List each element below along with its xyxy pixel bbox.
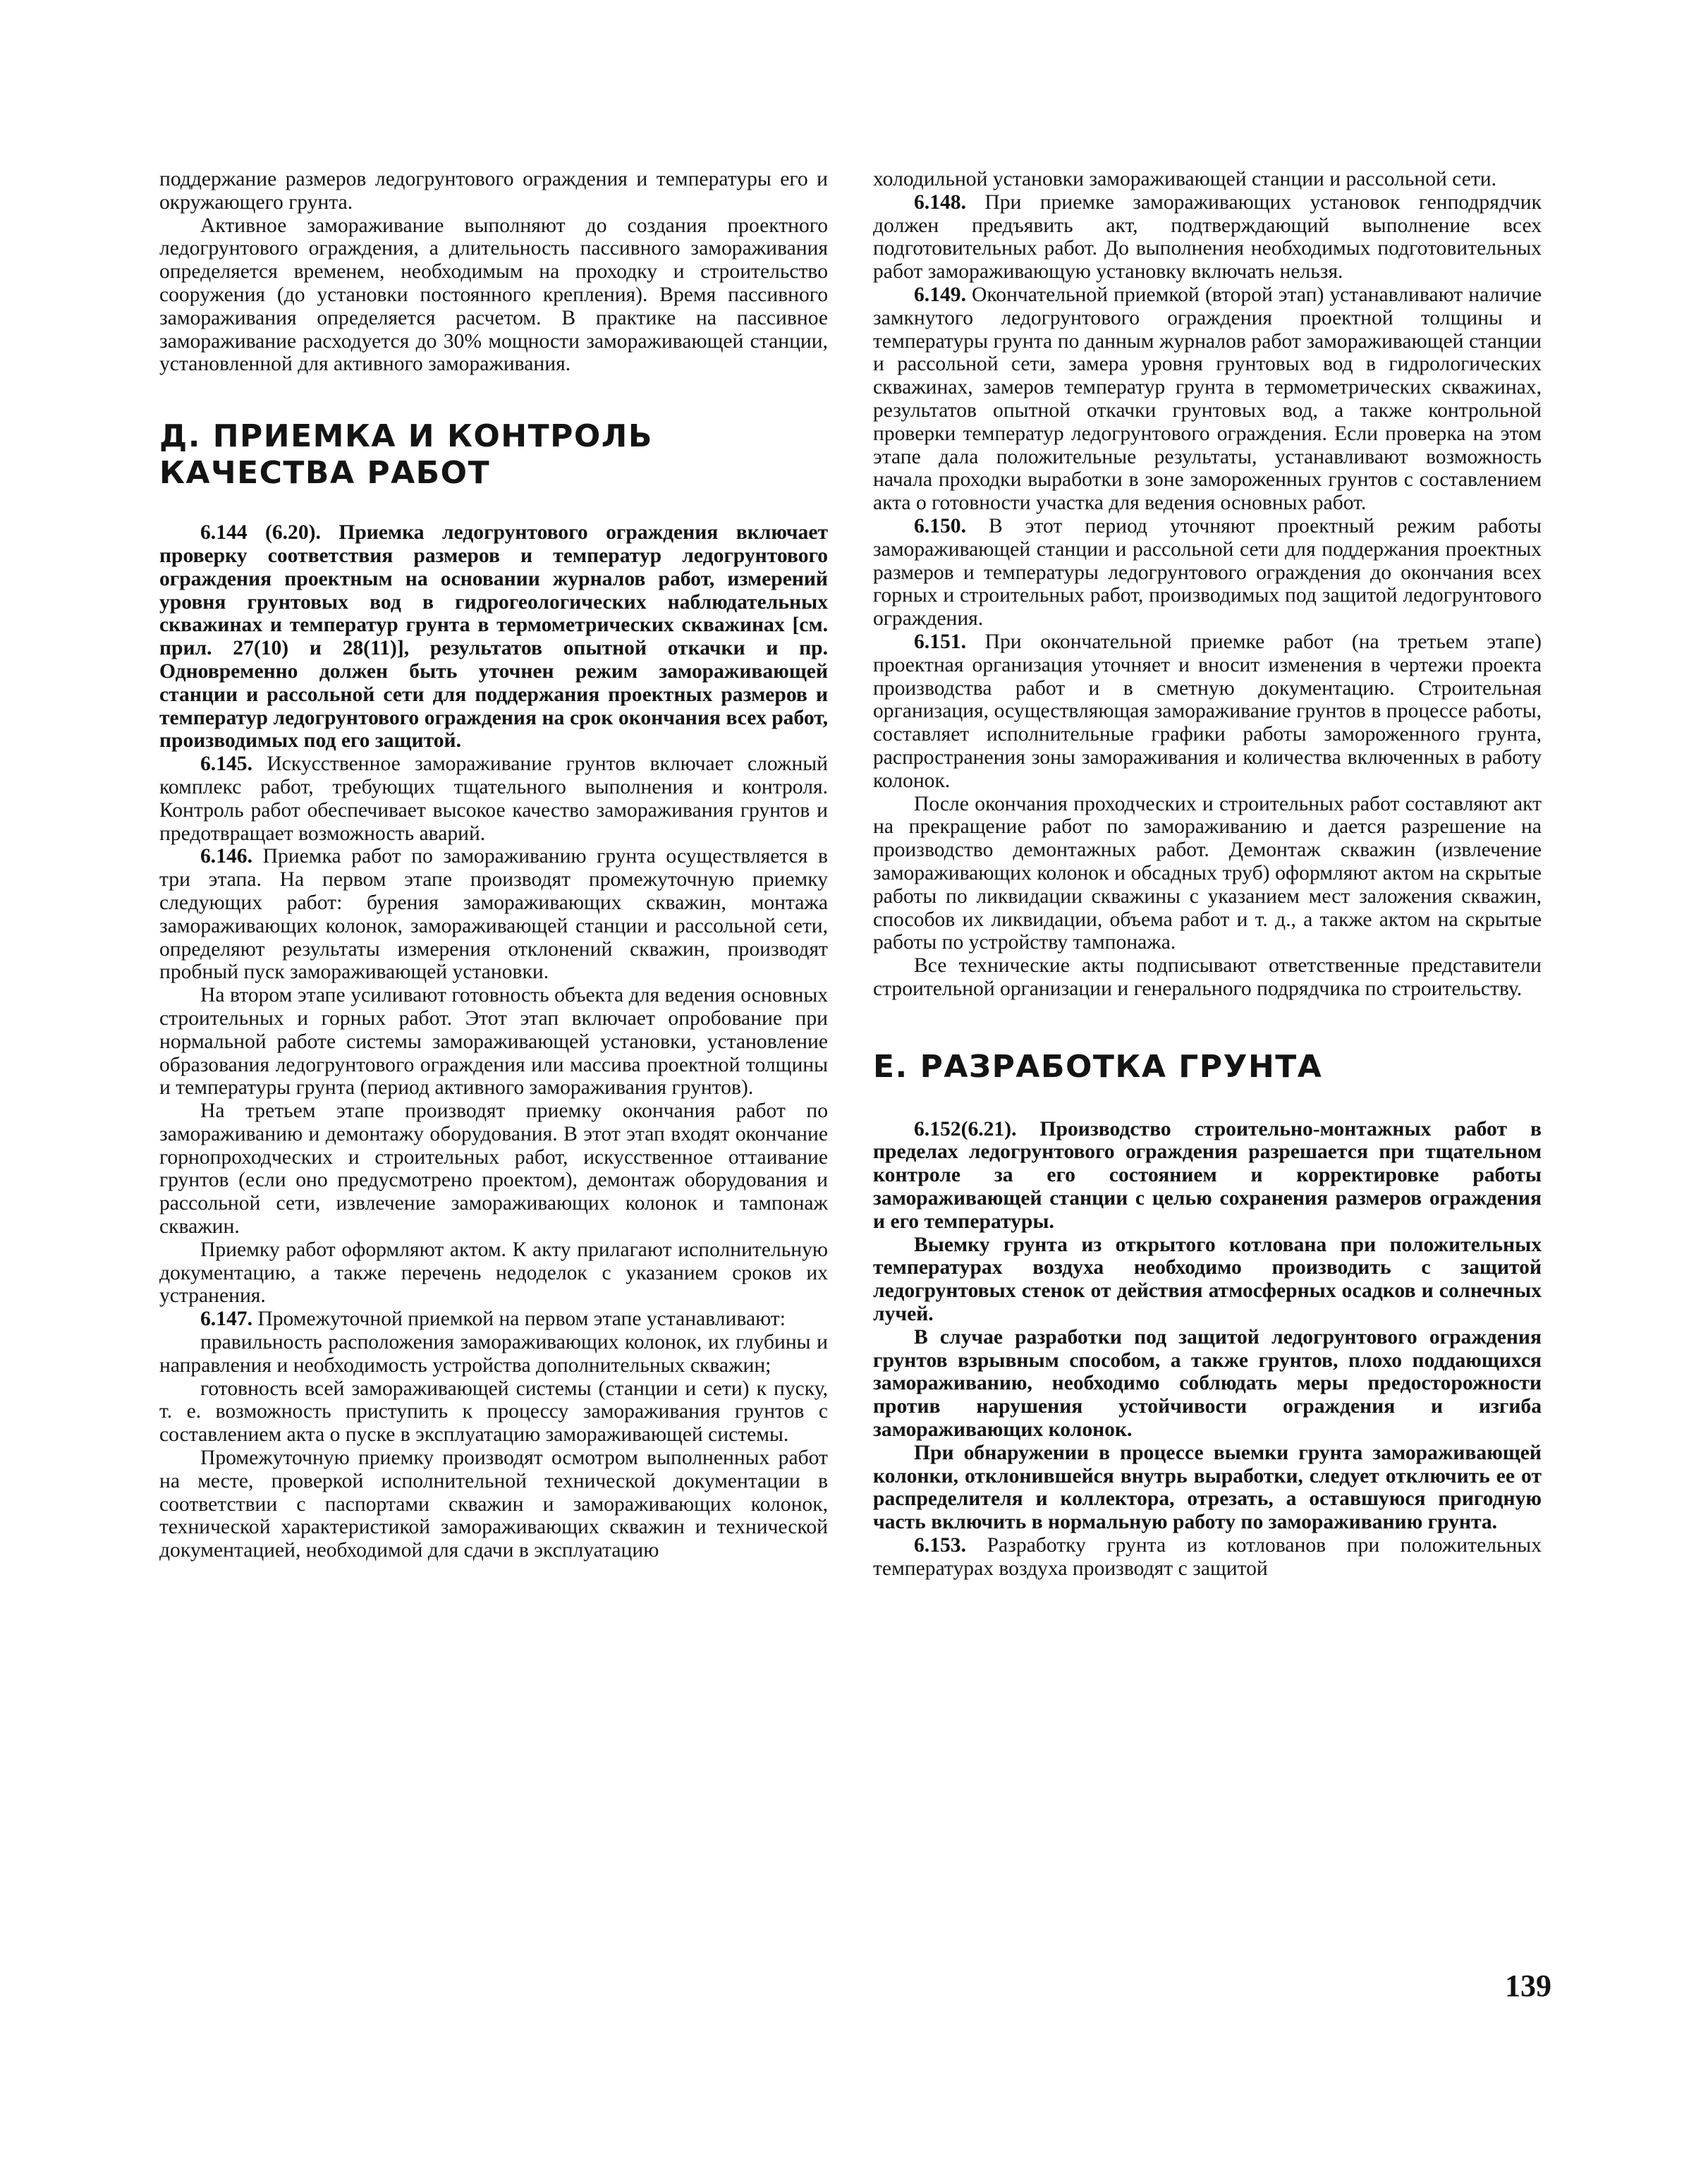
paragraph-blasting: В случае разработки под защитой ледогрунтового ограждения грунтов взрывным способом, а также грунтов, плохо поддающихся замораживанию, необходимо соблюдать меры предосторожности против нарушения устойчивости ограждения и изгиба замораживающих колонок. <box>873 1325 1542 1442</box>
clause-text: Производство строительно-монтажных работ в пределах ледогрунтового ограждения разрешается при тщательном контроле за его состоянием и корректировке работы замораживающей станции с целью сохранения размеров ограждения и его температуры. <box>873 1117 1542 1233</box>
clause-6-146 <box>159 845 828 984</box>
clause-6-153 <box>873 1534 1542 1581</box>
paragraph-continuation: холодильной установки замораживающей станции и рассольной сети. <box>873 168 1497 190</box>
clause-text: Окончательной приемкой (второй этап) устанавливают наличие замкнутого ледогрунтового ограждения проектной толщины и температуры грунта по данным журналов работ замораживающей станции и рассольной сети, замера уровня грунтовых вод в гидрологических скважинах, замеров температур грунта в термометрических скважинах, результатов опытной откачки грунтовых вод, а также контрольной проверки температур ледогрунтового ограждения. Если проверка на этом этапе дала положительные результаты, устанавливают возможность начала проходки выработки в зоне замороженных грунтов с составлением акта о готовности участка для ведения основных работ. <box>873 283 1542 515</box>
clause-text: Разработку грунта из котлованов при положительных температурах воздуха производят с защитой <box>873 1534 1542 1580</box>
clause-6-144 <box>159 521 828 753</box>
paragraph-deviated-column: При обнаружении в процессе выемки грунта замораживающей колонки, отклонившейся внутрь выработки, следует отключить ее от распределителя и коллектора, отрезать, а оставшуюся пригодную часть включить в нормальную работу по замораживанию грунта. <box>873 1441 1542 1534</box>
clause-number: 6.151. <box>914 630 966 653</box>
section-heading-e: Е. РАЗРАБОТКА ГРУНТА <box>873 1048 1323 1085</box>
clause-6-145 <box>159 753 828 845</box>
paragraph-active-freezing: Активное замораживание выполняют до создания проектного ледогрунтового ограждения, а длительность пассивного замораживания определяется временем, необходимым на проходку и строительство сооружения (до установки постоянного крепления). Время пассивного замораживания определяется расчетом. В практике на пассивное замораживание расходуется до 30% мощности замораживающей станции, установленной для активного замораживания. <box>159 214 828 376</box>
page-number: 139 <box>1505 1969 1551 2003</box>
paragraph-stage-two: На втором этапе усиливают готовность объекта для ведения основных строительных и горных работ. Этот этап включает опробование при нормальной работе системы замораживающей установки, установление образования ледогрунтового ограждения или массива проектной толщины и температуры грунта (период активного замораживания грунтов). <box>159 984 828 1100</box>
clause-6-152 <box>873 1118 1542 1234</box>
clause-text: Приемка ледогрунтового ограждения включает проверку соответствия размеров и температур ледогрунтового ограждения проектным на основании журналов работ, измерений уровня грунтовых вод в гидрогеологических наблюдательных скважинах и температур грунта в термометрических скважинах [см. прил. 27(10) и 28(11)], результатов опытной откачки и пр. Одновременно должен быть уточнен режим замораживающей станции и рассольной сети для поддержания проектных размеров и температур ледогрунтового ограждения на срок окончания всех работ, производимых под его защитой. <box>159 521 828 753</box>
paragraph-open-pit: Выемку грунта из открытого котлована при положительных температурах воздуха необходимо производить с защитой ледогрунтовых стенок от действия атмосферных осадков и солнечных лучей. <box>873 1233 1542 1326</box>
paragraph-technical-acts: Все технические акты подписывают ответственные представители строительной организации и генерального подрядчика по строительству. <box>873 954 1542 1000</box>
paragraph-acceptance-act: Приемку работ оформляют актом. К акту прилагают исполнительную документацию, а также перечень недоделок с указанием сроков их устранения. <box>159 1238 828 1308</box>
clause-6-147 <box>159 1308 828 1331</box>
clause-number: 6.150. <box>914 514 966 537</box>
clause-text: Искусственное замораживание грунтов включает сложный комплекс работ, требующих тщательного выполнения и контроля. Контроль работ обеспечивает высокое качество замораживания грунтов и предотвращает возможность аварий. <box>159 753 829 845</box>
paragraph-stage-three: На третьем этапе производят приемку окончания работ по замораживанию и демонтажу оборудования. В этот этап входят окончание горнопроходческих и строительных работ, искусственное оттаивание грунтов (если оно предусмотрено проектом), демонтаж оборудования и рассольной сети, извлечение замораживающих колонок и тампонаж скважин. <box>159 1100 828 1239</box>
paragraph-interim-acceptance: Промежуточную приемку производят осмотром выполненных работ на месте, проверкой исполнительной технической документации в соответствии с паспортами скважин и замораживающих колонок, технической характеристикой замораживающих скважин и технической документацией, необходимой для сдачи в эксплуатацию <box>159 1447 828 1562</box>
clause-6-151 <box>873 631 1542 793</box>
clause-text: При окончательной приемке работ (на третьем этапе) проектная организация уточняет и вносит изменения в чертежи проекта производства работ и в сметную документацию. Строительная организация, осуществляющая замораживание грунтов в процессе работы, составляет исполнительные графики работы замороженного грунта, распространения зоны замораживания и количества включенных в работу колонок. <box>873 630 1542 792</box>
section-heading-d: Д. ПРИЕМКА И КОНТРОЛЬ КАЧЕСТВА РАБОТ <box>159 418 653 492</box>
clause-number: 6.153. <box>914 1534 966 1557</box>
paragraph-after-completion: После окончания проходческих и строительных работ составляют акт на прекращение работ по замораживанию и дается разрешение на производство демонтажных работ. Демонтаж скважин (извлечение замораживающих колонок и обсадных труб) оформляют актом на скрытые работы по ликвидации скважины с указанием мест заложения скважин, способов их ликвидации, объема работ и т. д., а также актом на скрытые работы по устройству тампонажа. <box>873 792 1542 954</box>
clause-number: 6.152(6.21). <box>914 1117 1017 1140</box>
clause-number: 6.148. <box>914 190 966 214</box>
right-column <box>873 168 1542 1581</box>
list-item: готовность всей замораживающей системы (станции и сети) к пуску, т. е. возможность приступить к процессу замораживания грунтов с составлением акта о пуске в эксплуатацию замораживающей системы. <box>159 1377 828 1447</box>
clause-6-150 <box>873 515 1542 631</box>
list-item: правильность расположения замораживающих колонок, их глубины и направления и необходимость устройства дополнительных скважин; <box>159 1331 828 1377</box>
clause-number: 6.146. <box>200 845 252 868</box>
clause-number: 6.145. <box>200 753 252 776</box>
clause-number: 6.144 (6.20). <box>200 521 321 544</box>
clause-text: При приемке замораживающих установок генподрядчик должен предъявить акт, подтверждающий выполнение всех подготовительных работ. До выполнения необходимых подготовительных работ замораживающую установку включать нельзя. <box>873 190 1542 284</box>
clause-6-149 <box>873 284 1542 515</box>
clause-number: 6.147. <box>200 1308 252 1331</box>
paragraph-continuation: поддержание размеров ледогрунтового ограждения и температуры его и окружающего грунта. <box>159 168 828 214</box>
left-column <box>159 168 828 1562</box>
clause-text: Промежуточной приемкой на первом этапе устанавливают: <box>257 1308 786 1331</box>
clause-6-148 <box>873 191 1542 284</box>
clause-number: 6.149. <box>914 283 966 306</box>
clause-text: Приемка работ по замораживанию грунта осуществляется в три этапа. На первом этапе производят промежуточную приемку следующих работ: бурения замораживающих скважин, монтажа замораживающих колонок, замораживающей станции и рассольной сети, определяют результаты измерения отклонений скважин, производят пробный пуск замораживающей установки. <box>159 845 828 984</box>
clause-text: В этот период уточняют проектный режим работы замораживающей станции и рассольной сети для поддержания проектных размеров и температуры ледогрунтового ограждения до окончания всех горных и строительных работ, производимых под защитой ледогрунтового ограждения. <box>873 514 1542 631</box>
